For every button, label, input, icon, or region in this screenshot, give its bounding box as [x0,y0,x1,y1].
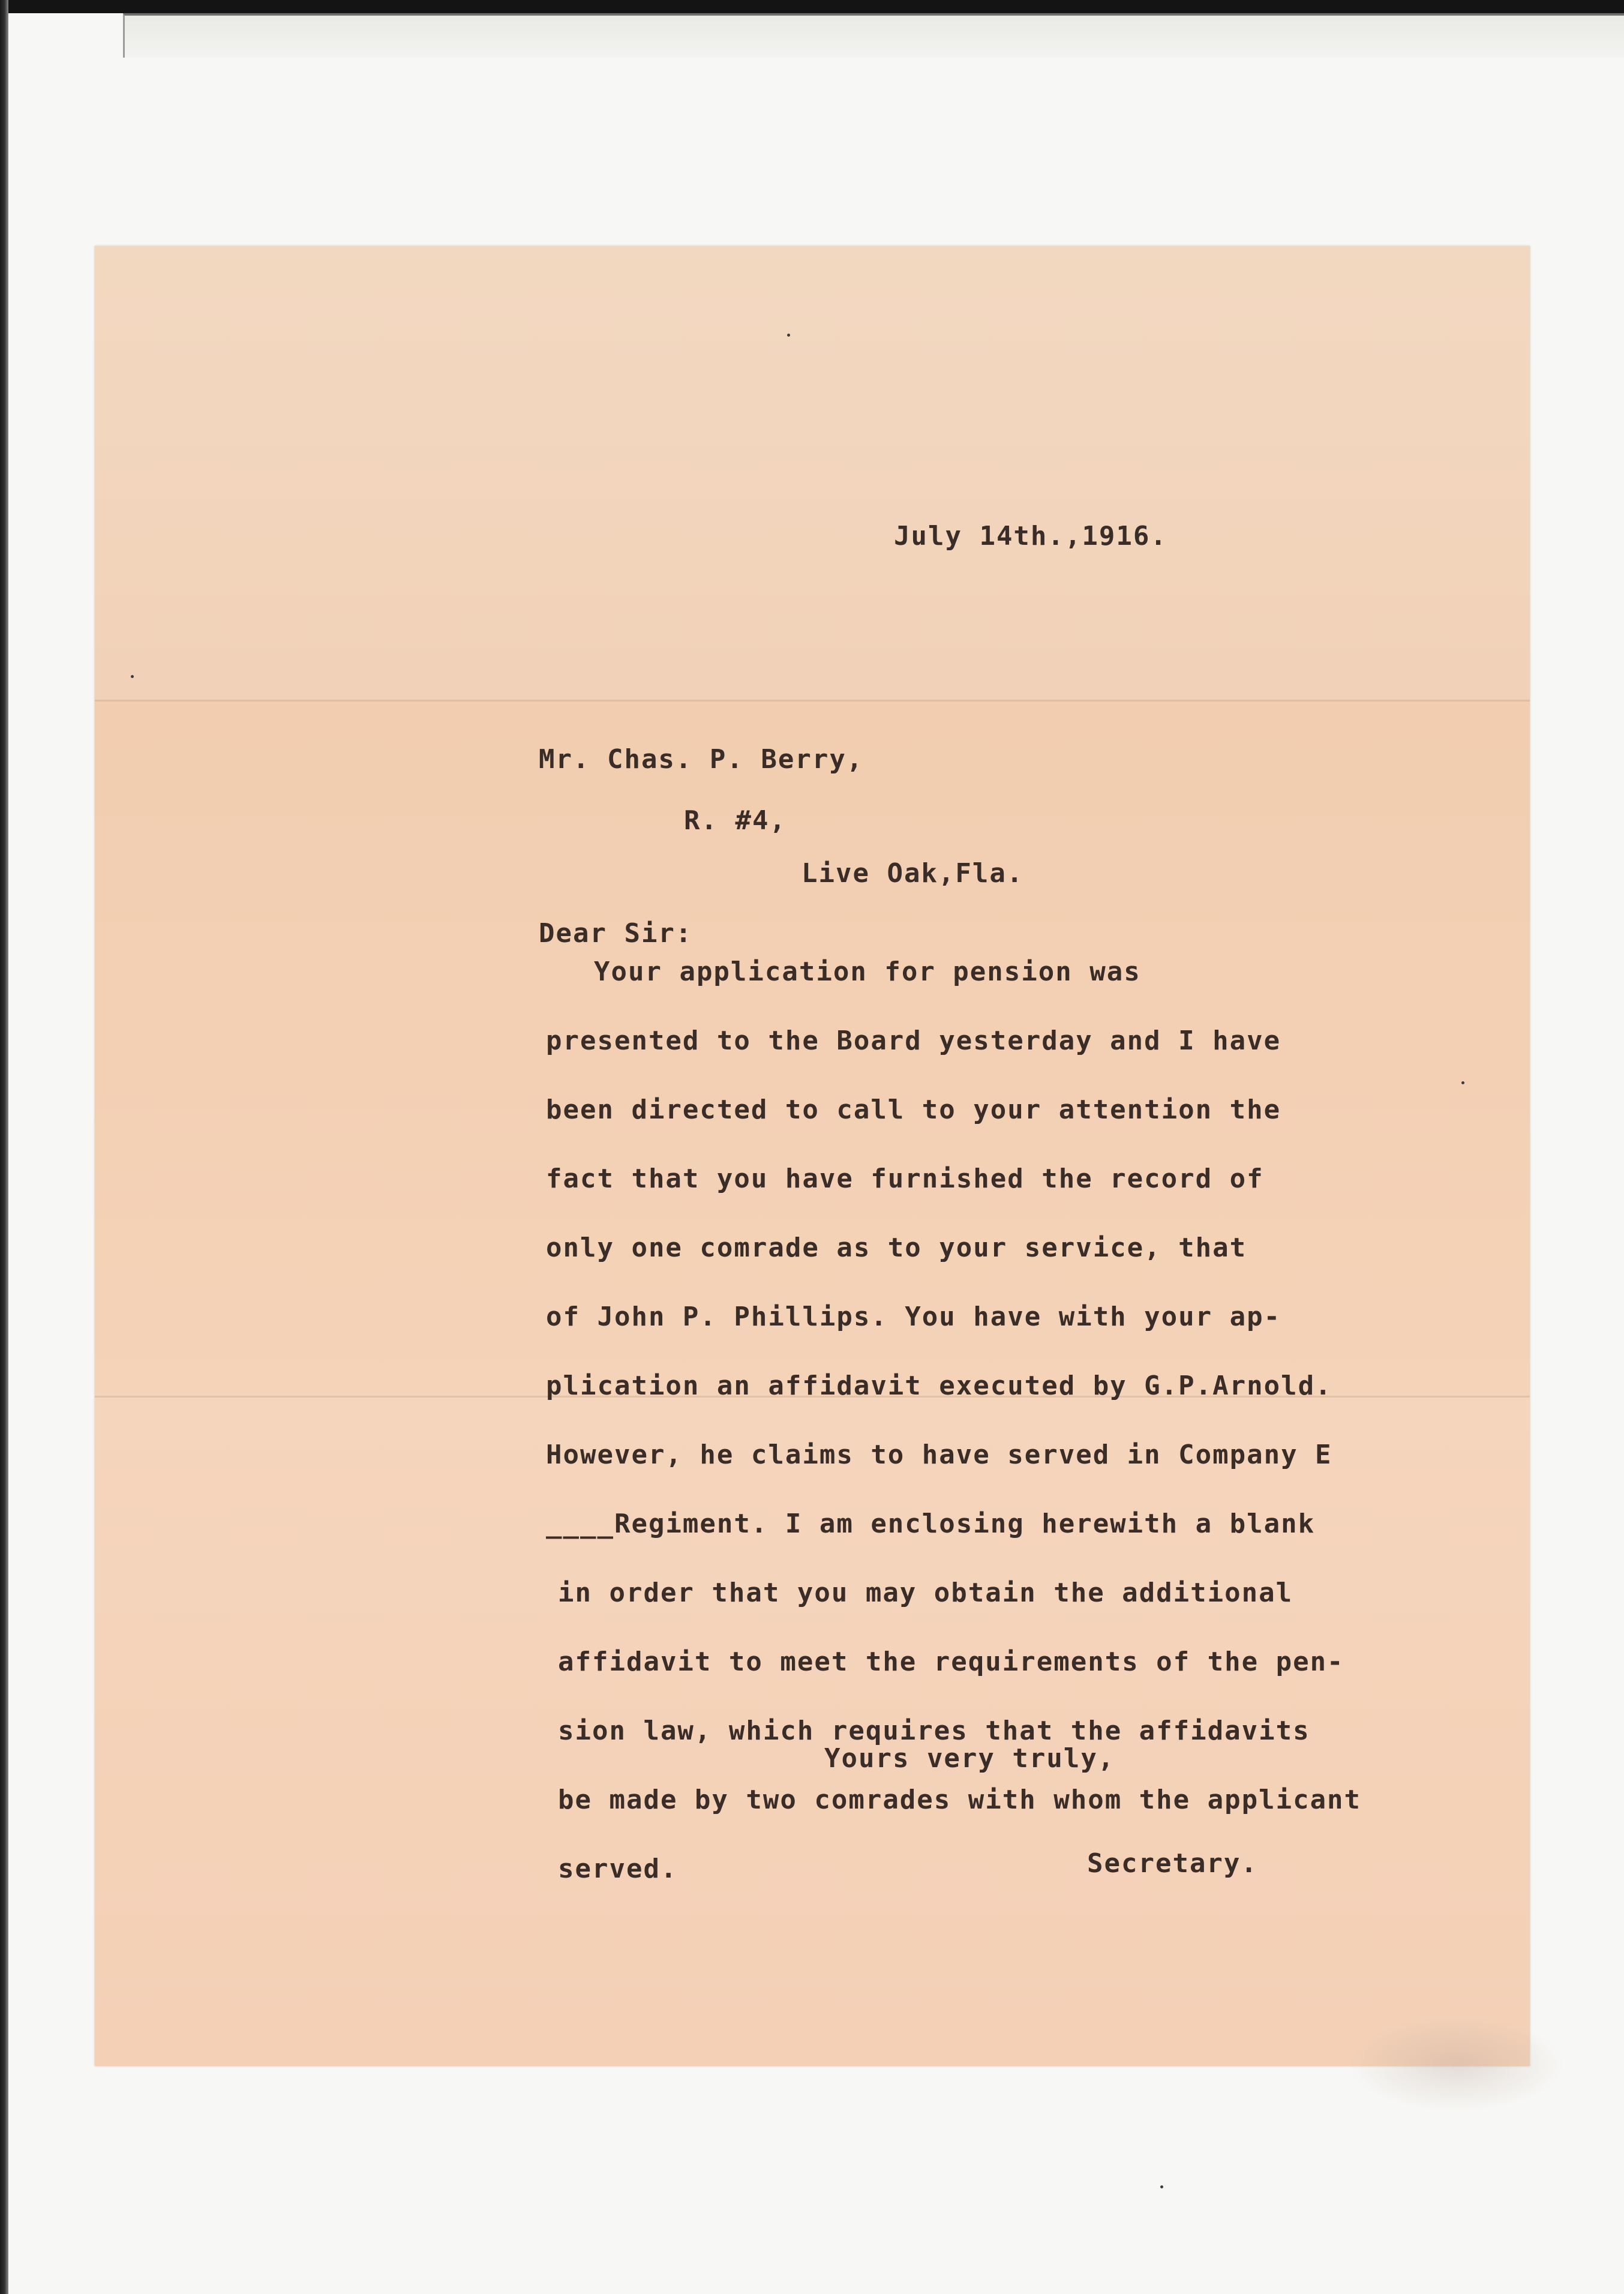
body-line: presented to the Board yesterday and I have [546,1025,1281,1056]
paper-speck [787,334,790,337]
paper-upper-panel [95,246,1530,701]
scanner-left-edge [0,0,8,2294]
fold-crease [95,700,1530,701]
body-line: in order that you may obtain the additional [558,1578,1293,1608]
body-line: only one comrade as to your service, that [546,1233,1247,1263]
letter-date: July 14th.,1916. [894,521,1167,551]
body-line: Your application for pension was [594,956,1141,987]
letter-body [450,954,1361,1920]
body-line: been directed to call to your attention the [546,1094,1281,1125]
backing-sheet-edge [123,13,1624,58]
body-line: fact that you have furnished the record of [546,1164,1264,1194]
body-line: served. [558,1854,678,1884]
recipient-city: Live Oak,Fla. [802,858,1024,889]
body-line: However, he claims to have served in Company E [546,1440,1332,1470]
closing: Yours very truly, [824,1743,1115,1774]
ink-smudge [1349,2016,1565,2112]
paper-speck [1160,2185,1163,2188]
body-line: plication an affidavit executed by G.P.Arnold. [546,1371,1332,1401]
scanner-top-edge [0,0,1624,13]
salutation: Dear Sir: [539,918,693,949]
body-line: ____Regiment. I am enclosing herewith a blank [546,1509,1316,1539]
recipient-name: Mr. Chas. P. Berry, [539,744,864,775]
body-line: be made by two comrades with whom the applicant [558,1785,1362,1815]
paper-speck [1461,1081,1464,1084]
signature-title: Secretary. [1087,1848,1258,1879]
paper-speck [131,675,134,678]
body-line: of John P. Phillips. You have with your ap- [546,1302,1281,1332]
body-line: affidavit to meet the requirements of the pen- [558,1647,1344,1677]
body-line: sion law, which requires that the affidavits [558,1716,1310,1746]
recipient-route: R. #4, [684,805,787,836]
